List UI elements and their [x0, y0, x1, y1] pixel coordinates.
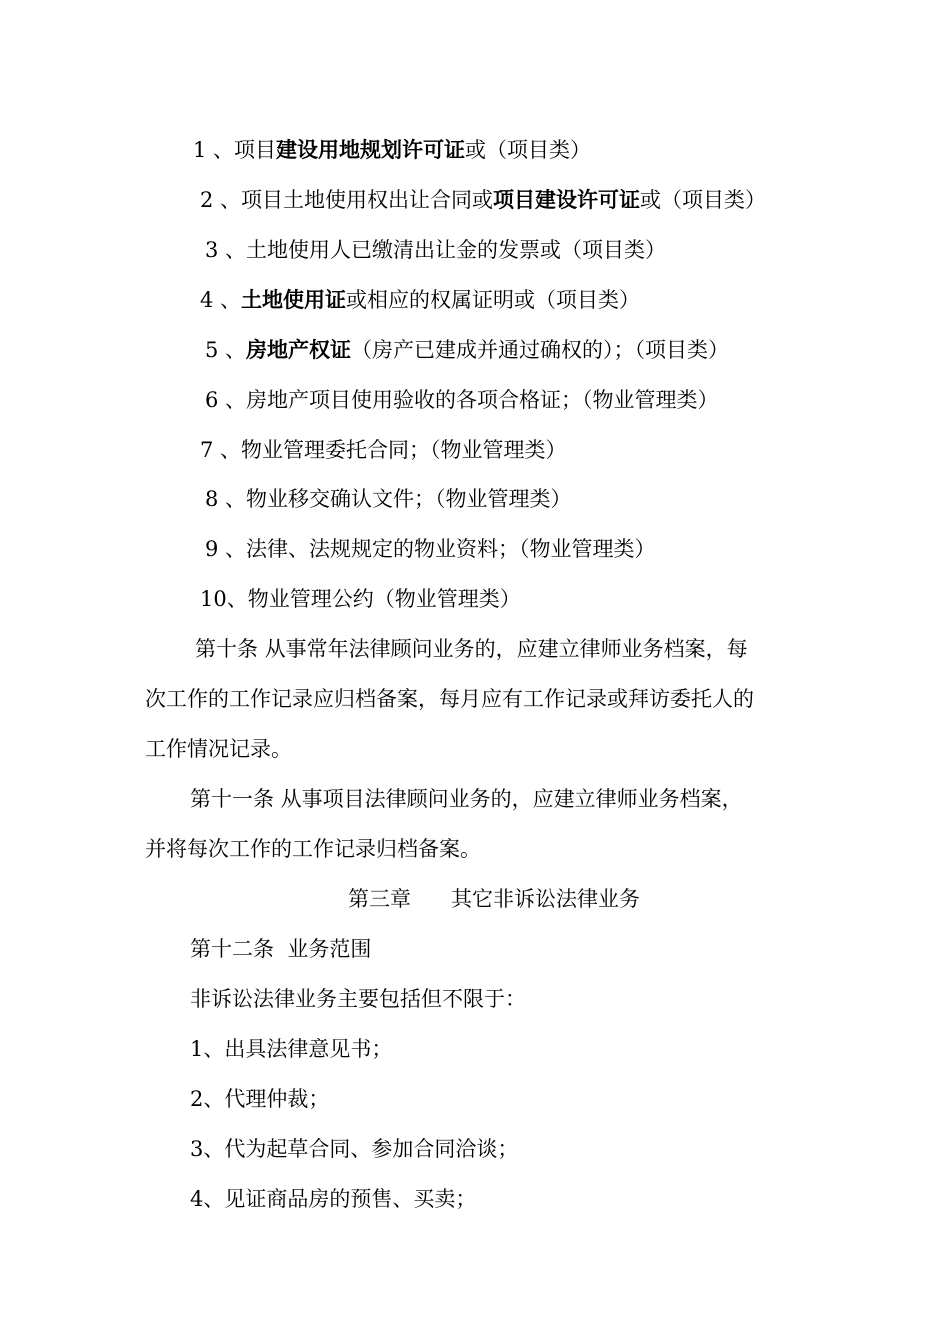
list-item-text: （房产已建成并通过确权的）；（项目类）	[351, 338, 730, 362]
list-item-10	[200, 584, 521, 614]
list-item-text: 或（项目类）	[640, 188, 767, 212]
article-12-item-3: 3、代为起草合同、参加合同洽谈；	[190, 1137, 519, 1161]
list-item-7	[200, 435, 567, 465]
list-item-text: 1 、项目	[193, 138, 277, 162]
article-10-line-2: 次工作的工作记录应归档备案，每月应有工作记录或拜访委托人的	[145, 687, 754, 711]
list-item-text: 2 、项目土地使用权出让合同或	[200, 188, 494, 212]
list-item-text: 4 、	[200, 288, 242, 312]
article-11-line-1: 第十一条 从事项目法律顾问业务的，应建立律师业务档案，	[190, 787, 743, 811]
article-12-item-1: 1、出具法律意见书；	[190, 1037, 393, 1061]
list-item-9	[205, 534, 656, 564]
chapter-heading: 第三章 其它非诉讼法律业务	[348, 887, 641, 911]
article-11-line-2: 并将每次工作的工作记录归档备案。	[145, 837, 481, 861]
bold-term: 房地产权证	[246, 338, 352, 362]
article-12-item-2: 2、代理仲裁；	[190, 1087, 330, 1111]
bold-term: 土地使用证	[241, 288, 347, 312]
list-item-text: 10、物业管理公约（物业管理类）	[200, 587, 521, 611]
article-12-item-4: 4、见证商品房的预售、买卖；	[190, 1187, 477, 1211]
article-10-line-1: 第十条 从事常年法律顾问业务的，应建立律师业务档案，每	[195, 637, 748, 661]
list-item-text: 7 、物业管理委托合同；（物业管理类）	[200, 438, 567, 462]
list-item-text: 6 、房地产项目使用验收的各项合格证；（物业管理类）	[205, 388, 719, 412]
list-item-text: 或（项目类）	[465, 138, 592, 162]
list-item-text: 9 、法律、法规规定的物业资料；（物业管理类）	[205, 537, 656, 561]
list-item-5	[205, 335, 729, 365]
bold-term: 项目建设许可证	[493, 188, 641, 212]
list-item-1	[193, 135, 591, 165]
article-12-title: 第十二条 业务范围	[190, 937, 372, 961]
article-10-line-3: 工作情况记录。	[145, 737, 292, 761]
list-item-6	[205, 385, 719, 415]
list-item-2	[200, 185, 766, 215]
bold-term: 建设用地规划许可证	[276, 138, 466, 162]
list-item-3	[205, 235, 666, 265]
article-12-intro: 非诉讼法律业务主要包括但不限于：	[190, 987, 526, 1011]
list-item-text: 8 、物业移交确认文件；（物业管理类）	[205, 487, 572, 511]
list-item-text: 3 、土地使用人已缴清出让金的发票或（项目类）	[205, 238, 667, 262]
list-item-text: 5 、	[205, 338, 247, 362]
list-item-8	[205, 484, 572, 514]
list-item-4	[200, 285, 640, 315]
list-item-text: 或相应的权属证明或（项目类）	[346, 288, 641, 312]
